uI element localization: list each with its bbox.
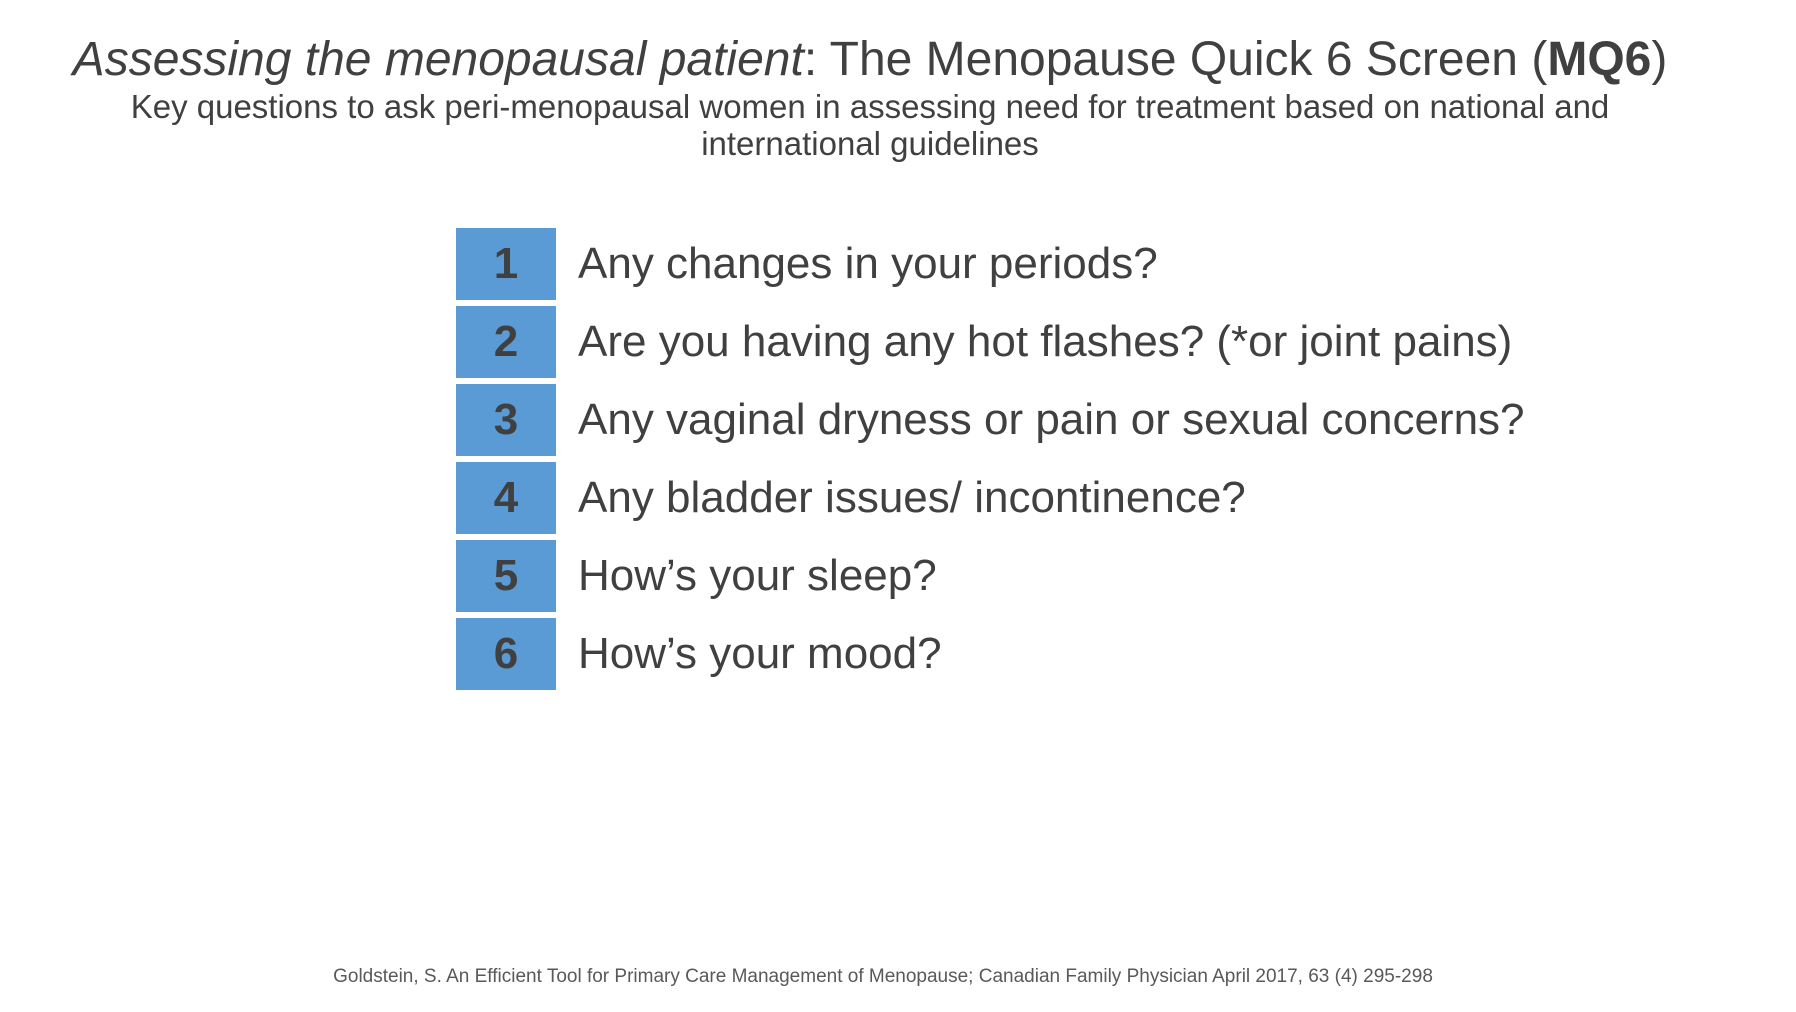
- question-text: Any bladder issues/ incontinence?: [578, 473, 1246, 522]
- title-italic-part: Assessing the menopausal patient: [72, 33, 804, 86]
- question-number-badge: 2: [456, 306, 556, 378]
- citation: Goldstein, S. An Efficient Tool for Primary Care Management of Menopause; Canadian Family Physician April 2017, 63 (4) 295-298: [333, 966, 1433, 987]
- question-text: Any changes in your periods?: [578, 239, 1158, 288]
- question-list: [456, 228, 1656, 696]
- question-text: How’s your mood?: [578, 629, 942, 678]
- question-row-1: [456, 228, 1656, 300]
- question-row-4: [456, 462, 1656, 534]
- question-number-badge: 6: [456, 618, 556, 690]
- question-row-2: [456, 306, 1656, 378]
- question-number-badge: 4: [456, 462, 556, 534]
- question-text: Are you having any hot flashes? (*or joint pains): [578, 317, 1513, 366]
- slide-title: [0, 30, 1740, 90]
- slide-subtitle: Key questions to ask peri-menopausal women in assessing need for treatment based on national and international guidelines: [130, 88, 1610, 162]
- question-number-badge: 3: [456, 384, 556, 456]
- question-text: Any vaginal dryness or pain or sexual concerns?: [578, 395, 1525, 444]
- title-bold-part: MQ6: [1547, 33, 1652, 86]
- question-number-badge: 1: [456, 228, 556, 300]
- question-number-badge: 5: [456, 540, 556, 612]
- question-row-5: [456, 540, 1656, 612]
- question-text: How’s your sleep?: [578, 551, 937, 600]
- question-row-6: [456, 618, 1656, 690]
- title-middle-part: : The Menopause Quick 6 Screen (: [803, 33, 1548, 86]
- question-row-3: [456, 384, 1656, 456]
- title-end-part: ): [1651, 33, 1668, 86]
